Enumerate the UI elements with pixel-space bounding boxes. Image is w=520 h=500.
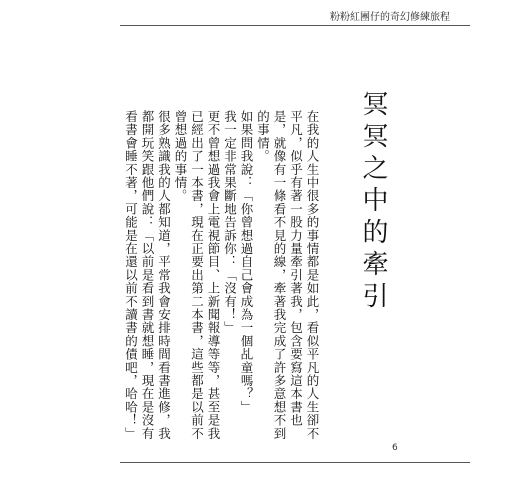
paragraph-3: 我一定非常果斷地告訴你：「沒有！」 (222, 110, 238, 335)
page-number: 6 (392, 443, 398, 453)
footer-rule (120, 462, 470, 463)
paragraph-2: 如果問我說：「你曾想過自己會成為一個乩童嗎？」 (239, 110, 254, 414)
paragraph-5: 很多熟識我的人都知道，平常我會安排時間看書進修，我都開玩笑跟他們說：「以前是看到書就想睡，現在是沒有看書會睡不著，可能是在還以前不讀書的債吧，哈哈！」 (123, 110, 172, 440)
paragraph-1: 在我的人生中很多的事情都是如此，看似平凡的人生卻不平凡，似乎有著一股力量牽引著我，包含要寫這本書也是，就像有一條看不見的線，牽著我完成了許多意想不到的事情。 (255, 110, 320, 440)
paragraph-4: 更不曾想過我會上電視節目、上新聞報導等等，甚至是我已經出了一本書，現在正要出第二本書，這些都是以前不曾想過的事情。 (173, 110, 221, 440)
header-rule (120, 25, 470, 26)
chapter-title: 冥冥之中的牽引 (358, 90, 388, 314)
body-text (122, 110, 320, 440)
running-header: 粉粉紅團仔的奇幻修練旅程 (330, 12, 450, 23)
